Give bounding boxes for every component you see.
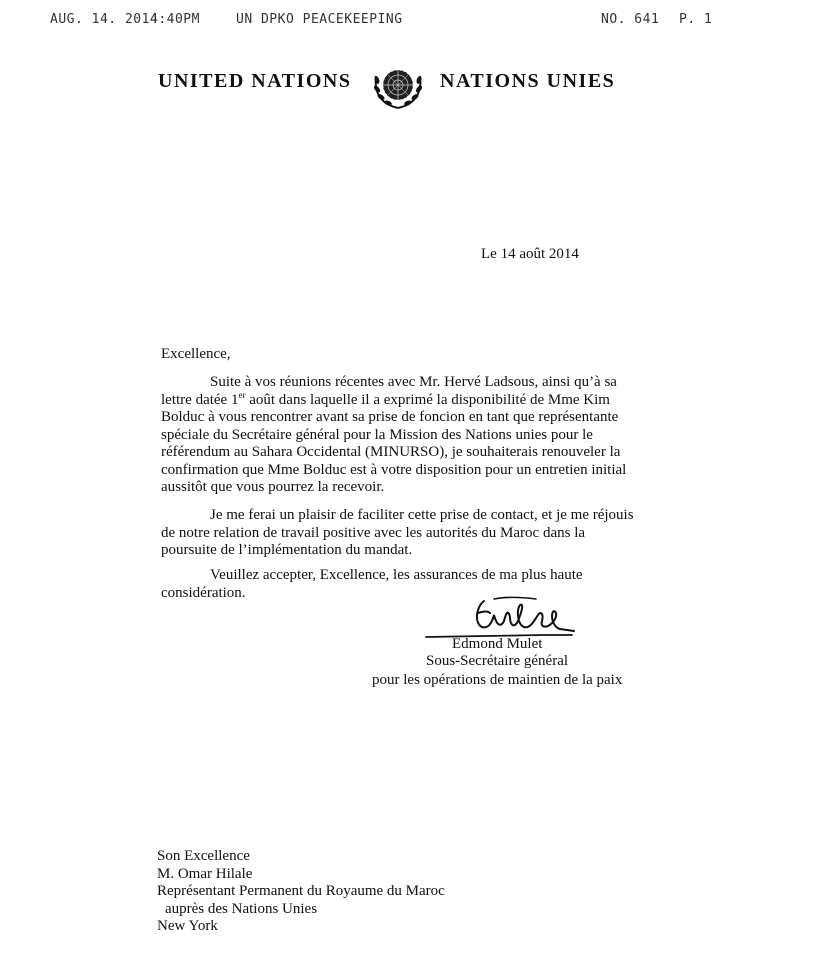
paragraph-1-part2: août dans laquelle il a exprimé la disponibilité de Mme Kim Bolduc à vous rencontrer avant sa prise de foncion en tant que représentante spéciale du Secrétaire général pour la Mission des Nations unies pour le référendum au Sahara Occidental (MINURSO), je souhaiterais renouveler la confirmation que Mme Bolduc est à votre disposition pour un entretien initial aussitôt que vous pourrez la recevoir.: [161, 391, 627, 495]
salutation: Excellence,: [161, 346, 231, 362]
fax-sender: UN DPKO PEACEKEEPING: [236, 12, 403, 27]
paragraph-1: [161, 374, 641, 497]
letterhead-left: UNITED NATIONS: [158, 70, 352, 92]
signatory-title-1: Sous-Secrétaire général: [426, 653, 569, 669]
fax-number: NO. 641: [601, 12, 660, 27]
fax-page: P. 1: [679, 12, 713, 27]
fax-time: 4:40PM: [150, 12, 200, 27]
addressee-line-5: New York: [157, 918, 218, 935]
signatory-name: Edmond Mulet: [452, 636, 543, 652]
addressee-line-1: Son Excellence: [157, 848, 250, 864]
letterhead-right: NATIONS UNIES: [440, 70, 616, 92]
paragraph-1-sup: er: [238, 389, 246, 400]
addressee-line-3: Représentant Permanent du Royaume du Maroc: [157, 883, 445, 900]
addressee-line-4: auprès des Nations Unies: [165, 900, 318, 917]
addressee-block: [157, 848, 445, 936]
signatory-title-2: pour les opérations de maintien de la paix: [372, 672, 623, 688]
paragraph-1-part1: Suite à vos réunions récentes avec Mr. Hervé Ladsous, ainsi qu’à sa lettre datée 1: [161, 374, 617, 408]
addressee-line-2: M. Omar Hilale: [157, 865, 253, 882]
fax-date: AUG. 14. 2014: [50, 12, 159, 27]
un-emblem-icon: [370, 62, 426, 110]
date-line: Le 14 août 2014: [481, 246, 579, 262]
paragraph-3: Veuillez accepter, Excellence, les assurances de ma plus haute considération.: [161, 567, 583, 601]
paragraph-2: Je me ferai un plaisir de faciliter cette prise de contact, et je me réjouis de notre relation de travail positive avec les autorités du Maroc dans la poursuite de l’implémentation du mandat.: [161, 507, 634, 558]
